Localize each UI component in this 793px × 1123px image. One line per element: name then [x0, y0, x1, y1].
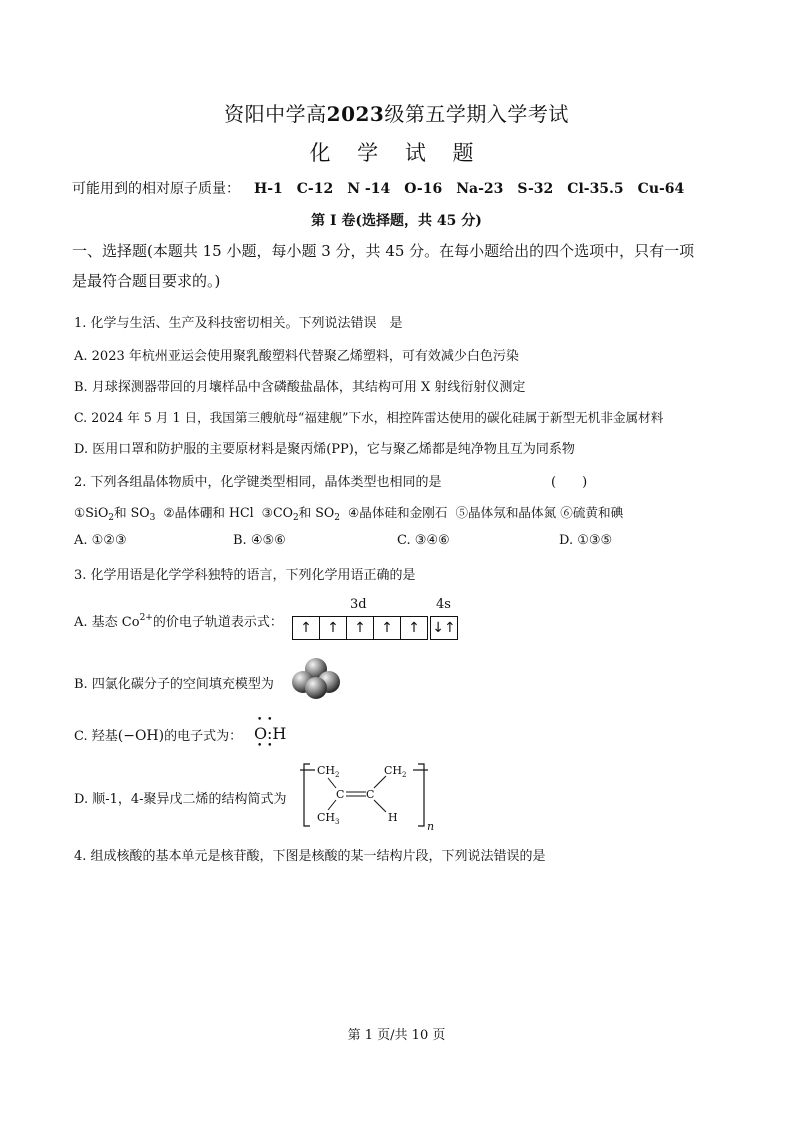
bond-ch2-c	[328, 778, 336, 788]
hydrogen-bond: :H	[267, 724, 287, 743]
q1-option-c: C. 2024 年 5 月 1 日，我国第三艘航母“福建舰”下水，相控阵雷达使用的碳化硅属于新型无机非金属材料	[74, 410, 664, 425]
q2-stem: 2. 下列各组晶体物质中，化学键类型相同，晶体类型也相同的是	[74, 475, 442, 490]
orbital-label-3d: 3d	[350, 597, 367, 612]
bond-c-h	[374, 800, 386, 812]
mass-na: Na-23	[456, 181, 504, 197]
section-heading-line1: 一、选择题(本题共 15 小题，每小题 3 分，共 45 分。在每小题给出的四个选项中，只有一项	[72, 242, 695, 260]
q4-stem: 4. 组成核酸的基本单元是核苷酸，下图是核酸的某一结构片段，下列说法错误的是	[74, 849, 546, 864]
q3-option-d: D. 顺-1，4-聚异戊二烯的结构简式为	[74, 792, 287, 807]
q2-answer-paren: ( )	[551, 475, 588, 490]
mass-n: N -14	[347, 181, 391, 197]
label-ch2-right: $CH_2$	[384, 764, 407, 779]
q2-item-2: ②晶体硼和 HCl	[163, 505, 254, 520]
q2-items	[74, 502, 623, 523]
q2-item-4: ④晶体硅和金刚石	[347, 505, 448, 520]
q1-stem: 1. 化学与生活、生产及科技密切相关。下列说法错误 是	[74, 316, 403, 331]
label-ch2-left: $CH_2$	[317, 764, 340, 779]
orbital-4s-1: ↓↑	[432, 620, 456, 636]
bond-ch3-c	[328, 800, 336, 810]
orbital-3d-5: ↑	[408, 620, 420, 636]
bracket-right	[418, 764, 424, 826]
label-n: n	[427, 820, 435, 833]
hydroxyl-electron-formula	[254, 715, 294, 751]
exam-title	[0, 98, 793, 127]
q3-option-a: A. 基态 $Co^{2+}$的价电子轨道表示式：	[74, 613, 283, 630]
orbital-3d-1: ↑	[293, 617, 320, 639]
orbital-3d-3: ↑	[347, 617, 374, 639]
q2-option-c: C. ③④⑥	[397, 533, 450, 548]
title-suffix: 级第五学期入学考试	[384, 102, 569, 126]
orbital-box-4s	[430, 616, 458, 640]
section-heading-line2: 是最符合题目要求的。)	[72, 272, 221, 290]
q2-item-6: ⑥硫黄和碘	[560, 505, 624, 520]
atomic-masses	[72, 178, 684, 198]
q2-option-b: B. ④⑤⑥	[233, 533, 286, 548]
label-ch3: $CH_3$	[317, 811, 340, 826]
label-c-left: C	[336, 788, 345, 801]
label-h: H	[388, 811, 398, 824]
mass-cu: Cu-64	[637, 181, 685, 197]
mass-c: C-12	[296, 181, 334, 197]
mass-o: O-16	[404, 181, 443, 197]
q2-option-a: A. ①②③	[74, 533, 127, 548]
q1-option-d: D. 医用口罩和防护服的主要原材料是聚丙烯(PP)，它与聚乙烯都是纯净物且互为同系物	[74, 442, 575, 457]
bond-c-ch2	[374, 776, 386, 788]
volume-heading: 第 I 卷(选择题，共 45 分)	[311, 213, 482, 229]
lone-pair-bottom: • •	[257, 741, 274, 751]
atomic-masses-label: 可能用到的相对原子质量：	[72, 181, 240, 197]
mass-s: S-32	[517, 181, 554, 197]
q1-option-b: B. 月球探测器带回的月壤样品中含磷酸盐晶体，其结构可用 X 射线衍射仪测定	[74, 380, 526, 395]
lone-pair-top: • •	[257, 715, 274, 725]
q3-option-c: C. 羟基(−OH)的电子式为：	[74, 728, 243, 744]
orbital-label-4s: 4s	[436, 597, 451, 612]
bracket-left	[304, 764, 310, 826]
oxygen-symbol: O	[254, 724, 268, 743]
orbital-3d-4: ↑	[374, 617, 401, 639]
orbital-box-3d	[292, 616, 428, 640]
q2-item-1: ①SiO$_2$和 $SO_3$	[74, 505, 156, 523]
label-c-right: C	[366, 788, 375, 801]
ccl4-atom-bottom	[305, 677, 327, 699]
title-prefix: 资阳中学高	[224, 102, 327, 126]
ccl4-space-filling-model	[288, 656, 344, 702]
q2-option-d: D. ①③⑤	[559, 533, 613, 548]
q2-item-5: ⑤晶体氖和晶体氮	[455, 505, 557, 520]
mass-h: H-1	[254, 181, 283, 197]
orbital-3d-2: ↑	[320, 617, 347, 639]
q3-option-b: B. 四氯化碳分子的空间填充模型为	[74, 677, 274, 692]
page-number: 第 1 页/共 10 页	[347, 1028, 446, 1043]
title-year: 2023	[326, 102, 385, 126]
q1-option-a: A. 2023 年杭州亚运会使用聚乳酸塑料代替聚乙烯塑料，可有效减少白色污染	[74, 349, 519, 364]
q3-stem: 3. 化学用语是化学学科独特的语言，下列化学用语正确的是	[74, 568, 416, 583]
polyisoprene-structure	[300, 758, 440, 834]
mass-cl: Cl-35.5	[567, 181, 624, 197]
exam-subtitle: 化 学 试 题	[309, 141, 484, 165]
q2-item-3: $③CO_2$和 $SO_2$	[261, 505, 340, 523]
